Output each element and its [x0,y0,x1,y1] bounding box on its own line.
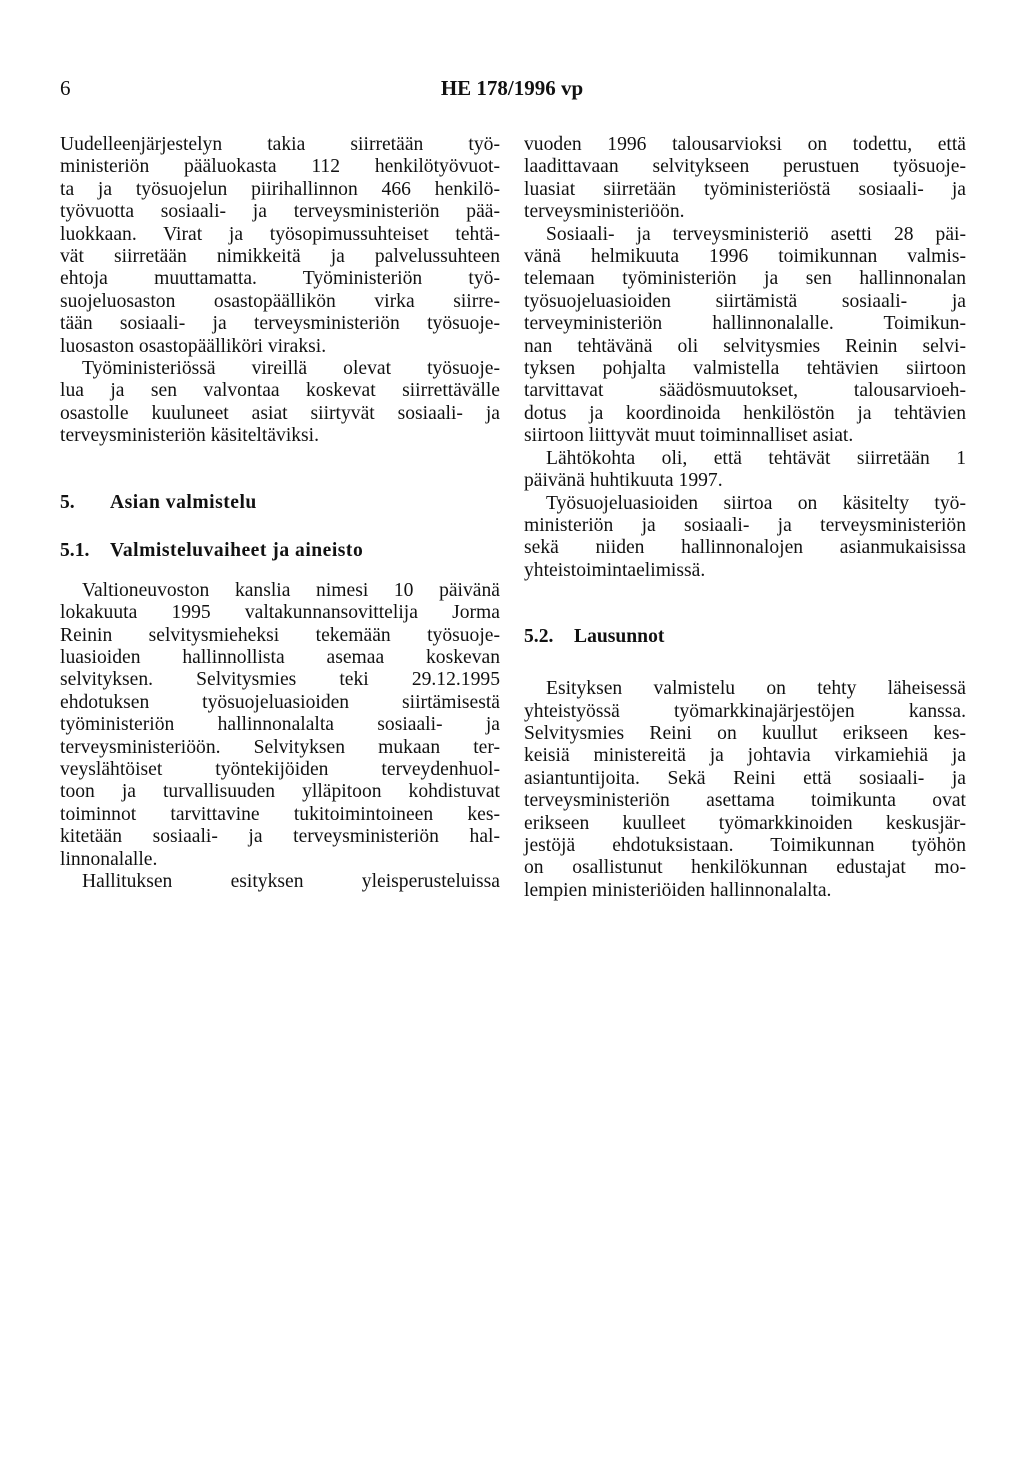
text-line: vuoden 1996 talousarvioksi on todettu, että [524,134,966,155]
text-line: tään sosiaali- ja terveysministeriön työsuoje- [60,313,500,335]
text-line: lua ja sen valvontaa koskevat siirrettävälle [60,380,500,402]
text-line: terveysministeriöön. Selvityksen mukaan ter- [60,736,500,758]
text-line: selvityksen. Selvitysmies teki 29.12.1995 [60,669,500,691]
text-line: Sosiaali- ja terveysministeriö asetti 28 päi- [546,223,966,245]
text-line: terveysministeriöön. [524,201,685,223]
text-line: Uudelleenjärjestelyn takia siirretään työ- [60,134,500,155]
text-line: siirtoon liittyvät muut toiminnalliset asiat. [524,425,854,447]
paragraph [60,871,500,893]
text-line: ministeriön ja sosiaali- ja terveysministeriön [524,514,966,536]
text-line: dotus ja koordinoida henkilöstön ja tehtävien [524,402,966,424]
text-line: veyslähtöiset työntekijöiden terveydenhuol- [60,758,500,780]
text-line: luosaston osastopäälliköri viraksi. [60,335,327,357]
text-line: Hallituksen esityksen yleisperusteluissa [82,870,500,892]
paragraph [524,134,966,224]
paragraph [524,493,966,583]
text-line: tarvittavat säädösmuutokset, talousarvioeh- [524,380,966,402]
section-title: Asian valmistelu [110,491,257,513]
text-line: Työsuojeluasioiden siirtoa on käsitelty työ- [546,492,966,514]
text-line: nan tehtävänä oli selvitysmies Reinin selvi- [524,335,966,357]
section-heading-5-2 [524,626,966,648]
text-line: luokkaan. Virat ja työsopimussuhteiset tehtä- [60,223,500,245]
page-number: 6 [60,76,71,100]
text-line: ehtoja muuttamatta. Työministeriön työ- [60,268,500,290]
section-heading-5-1 [60,540,500,562]
text-line: työministeriön hallinnonalalta sosiaali- ja [60,714,500,736]
text-line: Reinin selvitysmieheksi tekemään työsuoje- [60,624,500,646]
text-line: yhteistoimintaelimissä. [524,559,706,581]
text-line: tyksen pohjalta valmistella tehtävien siirtoon [524,358,966,380]
text-line: jestöjä ehdotuksistaan. Toimikunnan työhön [524,834,966,856]
text-line: sekä niiden hallinnonalojen asianmukaisissa [524,537,966,559]
paragraph [60,134,500,358]
paragraph [524,224,966,448]
text-line: päivänä huhtikuuta 1997. [524,470,723,492]
section-number: 5.2. [524,626,554,648]
text-line: terveysministeriön käsiteltäviksi. [60,425,320,447]
text-line: asiantuntijoita. Sekä Reini että sosiaali- ja [524,767,966,789]
text-line: on osallistunut henkilökunnan edustajat mo- [524,857,966,879]
text-line: lempien ministeriöiden hallinnonalalta. [524,879,832,901]
section-title: Valmisteluvaiheet ja aineisto [110,539,364,561]
text-line: Työministeriössä vireillä olevat työsuoje- [82,358,500,380]
text-line: työsuojeluasioiden siirtämistä sosiaali- ja [524,290,966,312]
text-line: linnonalalle. [60,848,158,870]
text-line: erikseen kuulleet työmarkkinoiden keskusjär- [524,812,966,834]
section-number: 5. [60,491,75,513]
text-line: telemaan työministeriön ja sen hallinnonalan [524,268,966,290]
text-line: suojeluosaston osastopäällikön virka siirre- [60,290,500,312]
text-line: yhteistyössä työmarkkinajärjestöjen kanssa. [524,700,966,722]
text-line: luasioiden hallinnollista asemaa koskevan [60,646,500,668]
text-line: Selvitysmies Reini on kuullut erikseen kes- [524,722,966,744]
right-column [524,134,966,902]
paragraph [524,678,966,902]
text-line: työvuotta sosiaali- ja terveysministeriön pää- [60,201,500,223]
text-line: ministeriön pääluokasta 112 henkilötyövuot- [60,156,500,178]
text-line: kitetään sosiaali- ja terveysministeriön hal- [60,826,500,848]
text-line: terveyministeriön hallinnonalalle. Toimikun- [524,313,966,335]
section-number: 5.1. [60,539,90,561]
text-line: ta ja työsuojelun piirihallinnon 466 henkilö- [60,178,500,200]
section-title: Lausunnot [574,626,665,648]
text-line: Valtioneuvoston kanslia nimesi 10 päivänä [82,579,500,601]
text-line: toiminnot tarvittavine tukitoimintoineen kes- [60,803,500,825]
text-line: luasiat siirretään työministeriöstä sosiaali- ja [524,178,966,200]
text-line: osastolle kuuluneet asiat siirtyvät sosiaali- ja [60,402,500,424]
text-line: Esityksen valmistelu on tehty läheisessä [546,678,966,700]
text-line: lokakuuta 1995 valtakunnansovittelija Jorma [60,602,500,624]
section-heading-5 [60,492,500,514]
paragraph [60,580,500,871]
text-line: keisiä ministereitä ja johtavia virkamiehiä ja [524,745,966,767]
text-line: vät siirretään nimikkeitä ja palvelussuhteen [60,246,500,268]
paragraph [60,358,500,448]
text-line: toon ja turvallisuuden ylläpitoon kohdistuvat [60,781,500,803]
text-line: Lähtökohta oli, että tehtävät siirretään 1 [546,447,966,469]
text-line: ehdotuksen työsuojeluasioiden siirtämisestä [60,691,500,713]
text-line: terveysministeriön asettama toimikunta ovat [524,790,966,812]
text-line: vänä helmikuuta 1996 toimikunnan valmis- [524,246,966,268]
left-column [60,134,500,893]
paragraph [524,448,966,493]
text-line: laadittavaan selvitykseen perustuen työsuoje- [524,156,966,178]
running-head: HE 178/1996 vp [440,76,584,100]
